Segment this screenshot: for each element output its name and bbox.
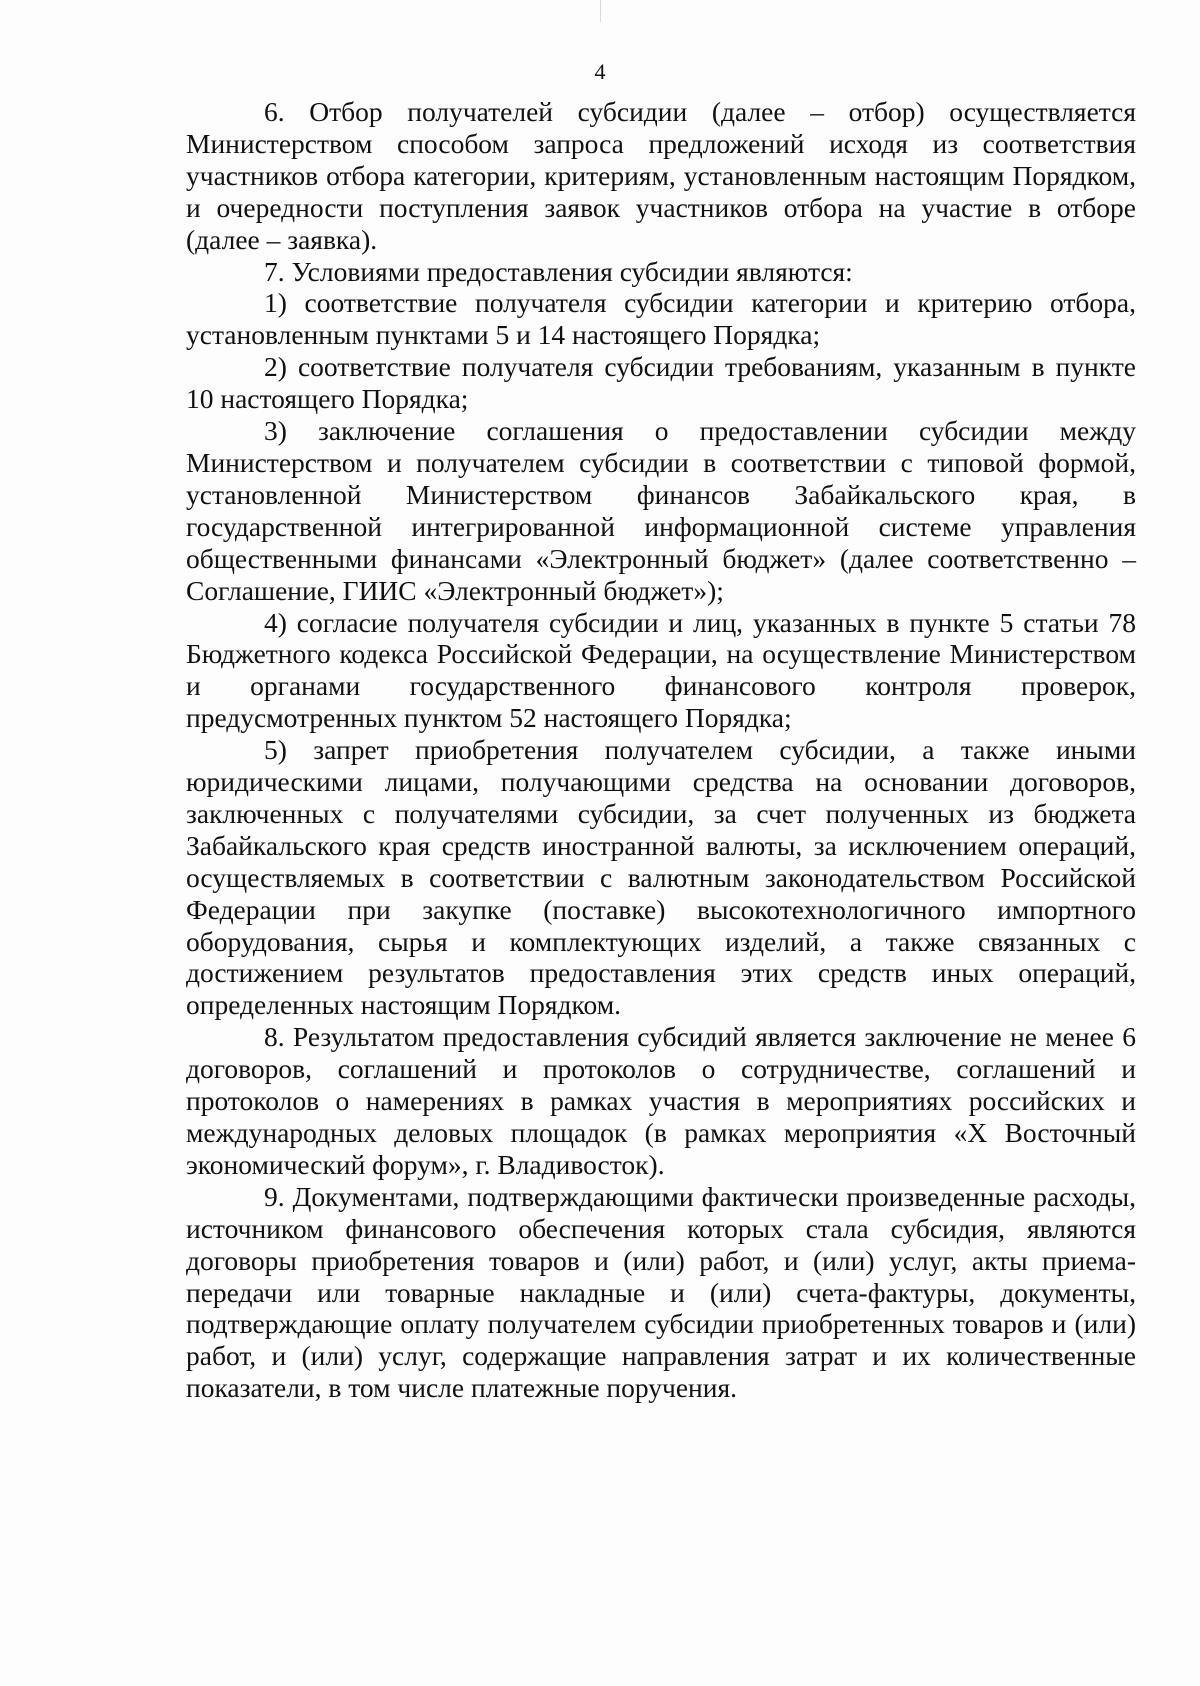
condition-4-consent-inspections: 4) согласие получателя субсидии и лиц, указанных в пункте 5 статьи 78 Бюджетного кодекса Российской Федерации, на осуществление Министерством и органами государственного финансового контроля проверок, предусмотренных пунктом 52 настоящего Порядка; — [186, 606, 1136, 734]
scan-edge-mark — [600, 0, 601, 22]
paragraph-9-documents: 9. Документами, подтверждающими фактически произведенные расходы, источником финансового обеспечения которых стала субсидия, являются договоры приобретения товаров и (или) работ, и (или) услуг, акты приема-передачи или товарные накладные и (или) счета-фактуры, документы, подтверждающие оплату получателем субсидии приобретенных товаров и (или) работ, и (или) услуг, содержащие направления затрат и их количественные показатели, в том числе платежные поручения. — [186, 1180, 1136, 1404]
page-number: 4 — [594, 59, 606, 84]
paragraph-6-selection: 6. Отбор получателей субсидии (далее – отбор) осуществляется Министерством способом запроса предложений исходя из соответствия участников отбора категории, критериям, установленным настоящим Порядком, и очередности поступления заявок участников отбора на участие в отборе (далее – заявка). — [186, 96, 1136, 255]
condition-3-agreement: 3) заключение соглашения о предоставлении субсидии между Министерством и получателем субсидии в соответствии с типовой формой, установленной Министерством финансов Забайкальского края, в государственной интегрированной информационной системе управления общественными финансами «Электронный бюджет» (далее соответственно – Соглашение, ГИИС «Электронный бюджет»); — [186, 415, 1136, 606]
condition-5-currency-ban: 5) запрет приобретения получателем субсидии, а также иными юридическими лицами, получающими средства на основании договоров, заключенных с получателями субсидии, за счет полученных из бюджета Забайкальского края средств иностранной валюты, за исключением операций, осуществляемых в соответствии с валютным законодательством Российской Федерации при закупке (поставке) высокотехнологичного импортного оборудования, сырья и комплектующих изделий, а также связанных с достижением результатов предоставления этих средств иных операций, определенных настоящим Порядком. — [186, 734, 1136, 1021]
document-body — [186, 96, 1136, 1404]
paragraph-7-conditions-heading: 7. Условиями предоставления субсидии являются: — [264, 255, 853, 287]
paragraph-8-result: 8. Результатом предоставления субсидий является заключение не менее 6 договоров, соглашений и протоколов о сотрудничестве, соглашений и протоколов о намерениях в рамках участия в мероприятиях российских и международных деловых площадок (в рамках мероприятия «X Восточный экономический форум», г. Владивосток). — [186, 1021, 1136, 1180]
condition-2-requirements: 2) соответствие получателя субсидии требованиям, указанным в пункте 10 настоящего Порядка; — [186, 351, 1136, 415]
condition-1-category-criteria: 1) соответствие получателя субсидии категории и критерию отбора, установленным пунктами 5 и 14 настоящего Порядка; — [186, 287, 1136, 351]
